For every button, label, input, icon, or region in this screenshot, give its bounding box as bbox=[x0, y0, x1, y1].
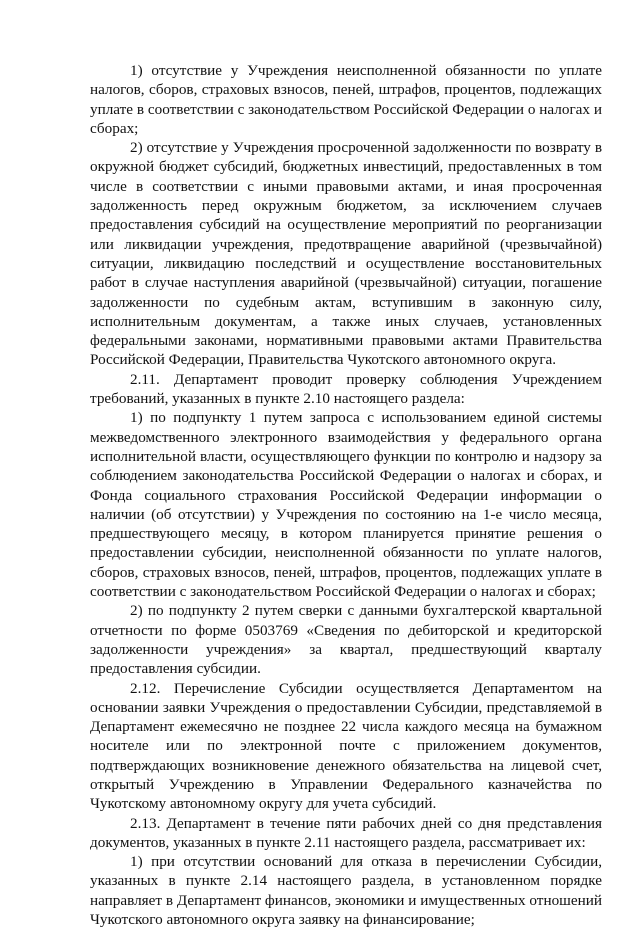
document-page bbox=[90, 61, 602, 929]
paragraph-review-item-1: 1) при отсутствии оснований для отказа в перечислении Субсидии, указанных в пункте 2.14 настоящего раздела, в установленном порядке направляет в Департамент финансов, экономики и имущественных отношений Чукотского автономного округа заявку на финансирование; bbox=[90, 853, 602, 929]
paragraph-2-11-verification: 2.11. Департамент проводит проверку соблюдения Учреждением требований, указанных в пункте 2.10 настоящего раздела: bbox=[90, 370, 602, 408]
paragraph-subitem-2-reconciliation: 2) по подпункту 2 путем сверки с данными бухгалтерской квартальной отчетности по форме 0503769 «Сведения по дебиторской и кредиторской задолженности учреждения» за квартал, предшествующий кварталу предоставления субсидии. bbox=[90, 602, 602, 678]
paragraph-2-overdue-debt: 2) отсутствие у Учреждения просроченной задолженности по возврату в окружной бюджет субсидий, бюджетных инвестиций, предоставленных в том числе в соответствии с иными правовыми актами, и иная просроченная задолженность перед окружным бюджетом, за исключением случаев предоставления субсидий на осуществление мероприятий по реорганизации или ликвидации учреждения, предотвращение аварийной (чрезвычайной) ситуации, ликвидацию последствий и осуществление восстановительных работ в случае наступления аварийной (чрезвычайной) ситуации, погашение задолженности по судебным актам, вступившим в законную силу, исполнительным документам, а также иных случаев, установленных федеральными законами, нормативными правовыми актами Правительства Российской Федерации, Правительства Чукотского автономного округа. bbox=[90, 139, 602, 369]
paragraph-subitem-1-query: 1) по подпункту 1 путем запроса с использованием единой системы межведомственного электронного взаимодействия у федерального органа исполнительной власти, осуществляющего функции по контролю и надзору за соблюдением законодательства Российской Федерации о налогах и сборах, и Фонда социального страхования Российской Федерации информации о наличии (об отсутствии) у Учреждения по состоянию на 1-е число месяца, предшествующего месяцу, в котором планируется принятие решения о предоставлении субсидии, неисполненной обязанности по уплате налогов, сборов, страховых взносов, пеней, штрафов, процентов, подлежащих уплате в соответствии с законодательством Российской Федерации о налогах и сборах; bbox=[90, 409, 602, 601]
paragraph-2-13-review: 2.13. Департамент в течение пяти рабочих дней со дня представления документов, указанных в пункте 2.11 настоящего раздела, рассматривает их: bbox=[90, 814, 602, 851]
paragraph-1-tax-obligation: 1) отсутствие у Учреждения неисполненной обязанности по уплате налогов, сборов, страховых взносов, пеней, штрафов, процентов, подлежащих уплате в соответствии с законодательством Российской Федерации о налогах и сборах; bbox=[90, 62, 602, 137]
paragraph-2-12-transfer: 2.12. Перечисление Субсидии осуществляется Департаментом на основании заявки Учреждения о предоставлении Субсидии, представляемой в Департамент ежемесячно не позднее 22 числа каждого месяца на бумажном носителе или по электронной почте с приложением документов, подтверждающих возникновение денежного обязательства на лицевой счет, открытый Учреждению в Управлении Федерального казначейства по Чукотскому автономному округу для учета субсидий. bbox=[90, 679, 602, 813]
